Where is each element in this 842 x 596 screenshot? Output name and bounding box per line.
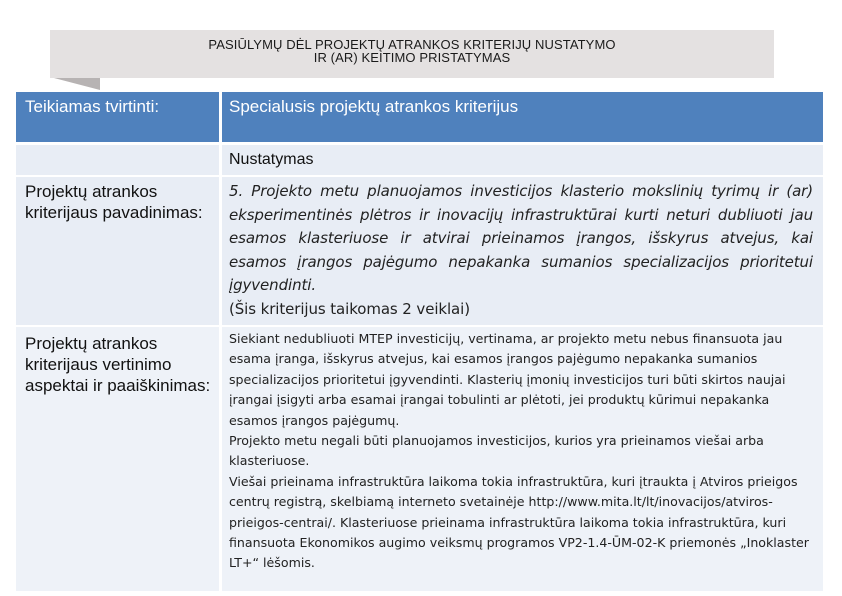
vertinimas-paragraph-3: Viešai prieinama infrastruktūra laikoma tokia infrastruktūra, kuri įtraukta į Atviros prieigos centrų registrą, skelbiamą interneto svetainėje http://www.mita.lt/lt/inovacijos/atviros-prieigos-centrai/. Klasteriuose prieinama infrastruktūra laikoma tokia infrastruktūra, kuri finansuota Ekonomikos augimo veiksmų programos VP2-1.4-ŪM-02-K priemonės „Inoklaster LT+“ lėšomis. xyxy=(229,473,809,571)
vertinimas-paragraph-2: Projekto metu negali būti planuojamos investicijos, kurios yra prieinamos viešai arba klasteriuose. xyxy=(229,433,764,469)
header-label-cell xyxy=(16,92,219,142)
header-value: Specialusis projektų atrankos kriterijus xyxy=(229,97,519,116)
pavadinimas-label-cell xyxy=(16,177,219,325)
pavadinimas-text: 5. Projekto metu planuojamos investicijos klasterio mokslinių tyrimų ir (ar) eksperimentinės plėtros ir inovacijų infrastruktūrai kurti neturi dubliuoti jau esamos klasteriuose ir atvirai prieinamos įrangos, išskyrus atvejus, kai esamos įrangos pajėgumo nepakanka sumanios specializacijos prioritetui įgyvendinti. xyxy=(229,182,813,294)
vertinimas-label: Projektų atrankos kriterijaus vertinimo aspektai ir paaiškinimas: xyxy=(25,334,211,395)
nustatymas-value-cell xyxy=(222,145,823,175)
page-title xyxy=(50,38,774,64)
header-value-cell xyxy=(222,92,823,142)
pavadinimas-note: (Šis kriterijus taikomas 2 veiklai) xyxy=(229,299,470,318)
nustatymas-value: Nustatymas xyxy=(229,151,314,168)
pavadinimas-value-cell xyxy=(222,177,823,325)
page-title-line1: PASIŪLYMŲ DĖL PROJEKTŲ ATRANKOS KRITERIJŲ NUSTATYMO xyxy=(208,37,616,52)
nustatymas-label-cell xyxy=(16,145,219,175)
pavadinimas-label: Projektų atrankos kriterijaus pavadinimas: xyxy=(25,182,203,222)
vertinimas-value-cell xyxy=(222,327,823,591)
header-label: Teikiamas tvirtinti: xyxy=(25,97,160,116)
page-title-line2: IR (AR) KEITIMO PRISTATYMAS xyxy=(313,50,511,65)
vertinimas-label-cell xyxy=(16,327,219,591)
banner-tab-decoration xyxy=(54,78,100,90)
vertinimas-paragraph-1: Siekiant nedubliuoti MTEP investicijų, vertinama, ar projekto metu nebus finansuota jau esama įranga, išskyrus atvejus, kai esamos įrangos pajėgumo nepakanka sumanios specializacijos prioritetui įgyvendinti. Klasterių įmonių investicijos turi būti skirtos naujai įrangai įsigyti arba esamai įrangai tobulinti ar plėtoti, jei produktų kūrimui nepakanka esamos įrangos pajėgumų. xyxy=(229,331,786,428)
